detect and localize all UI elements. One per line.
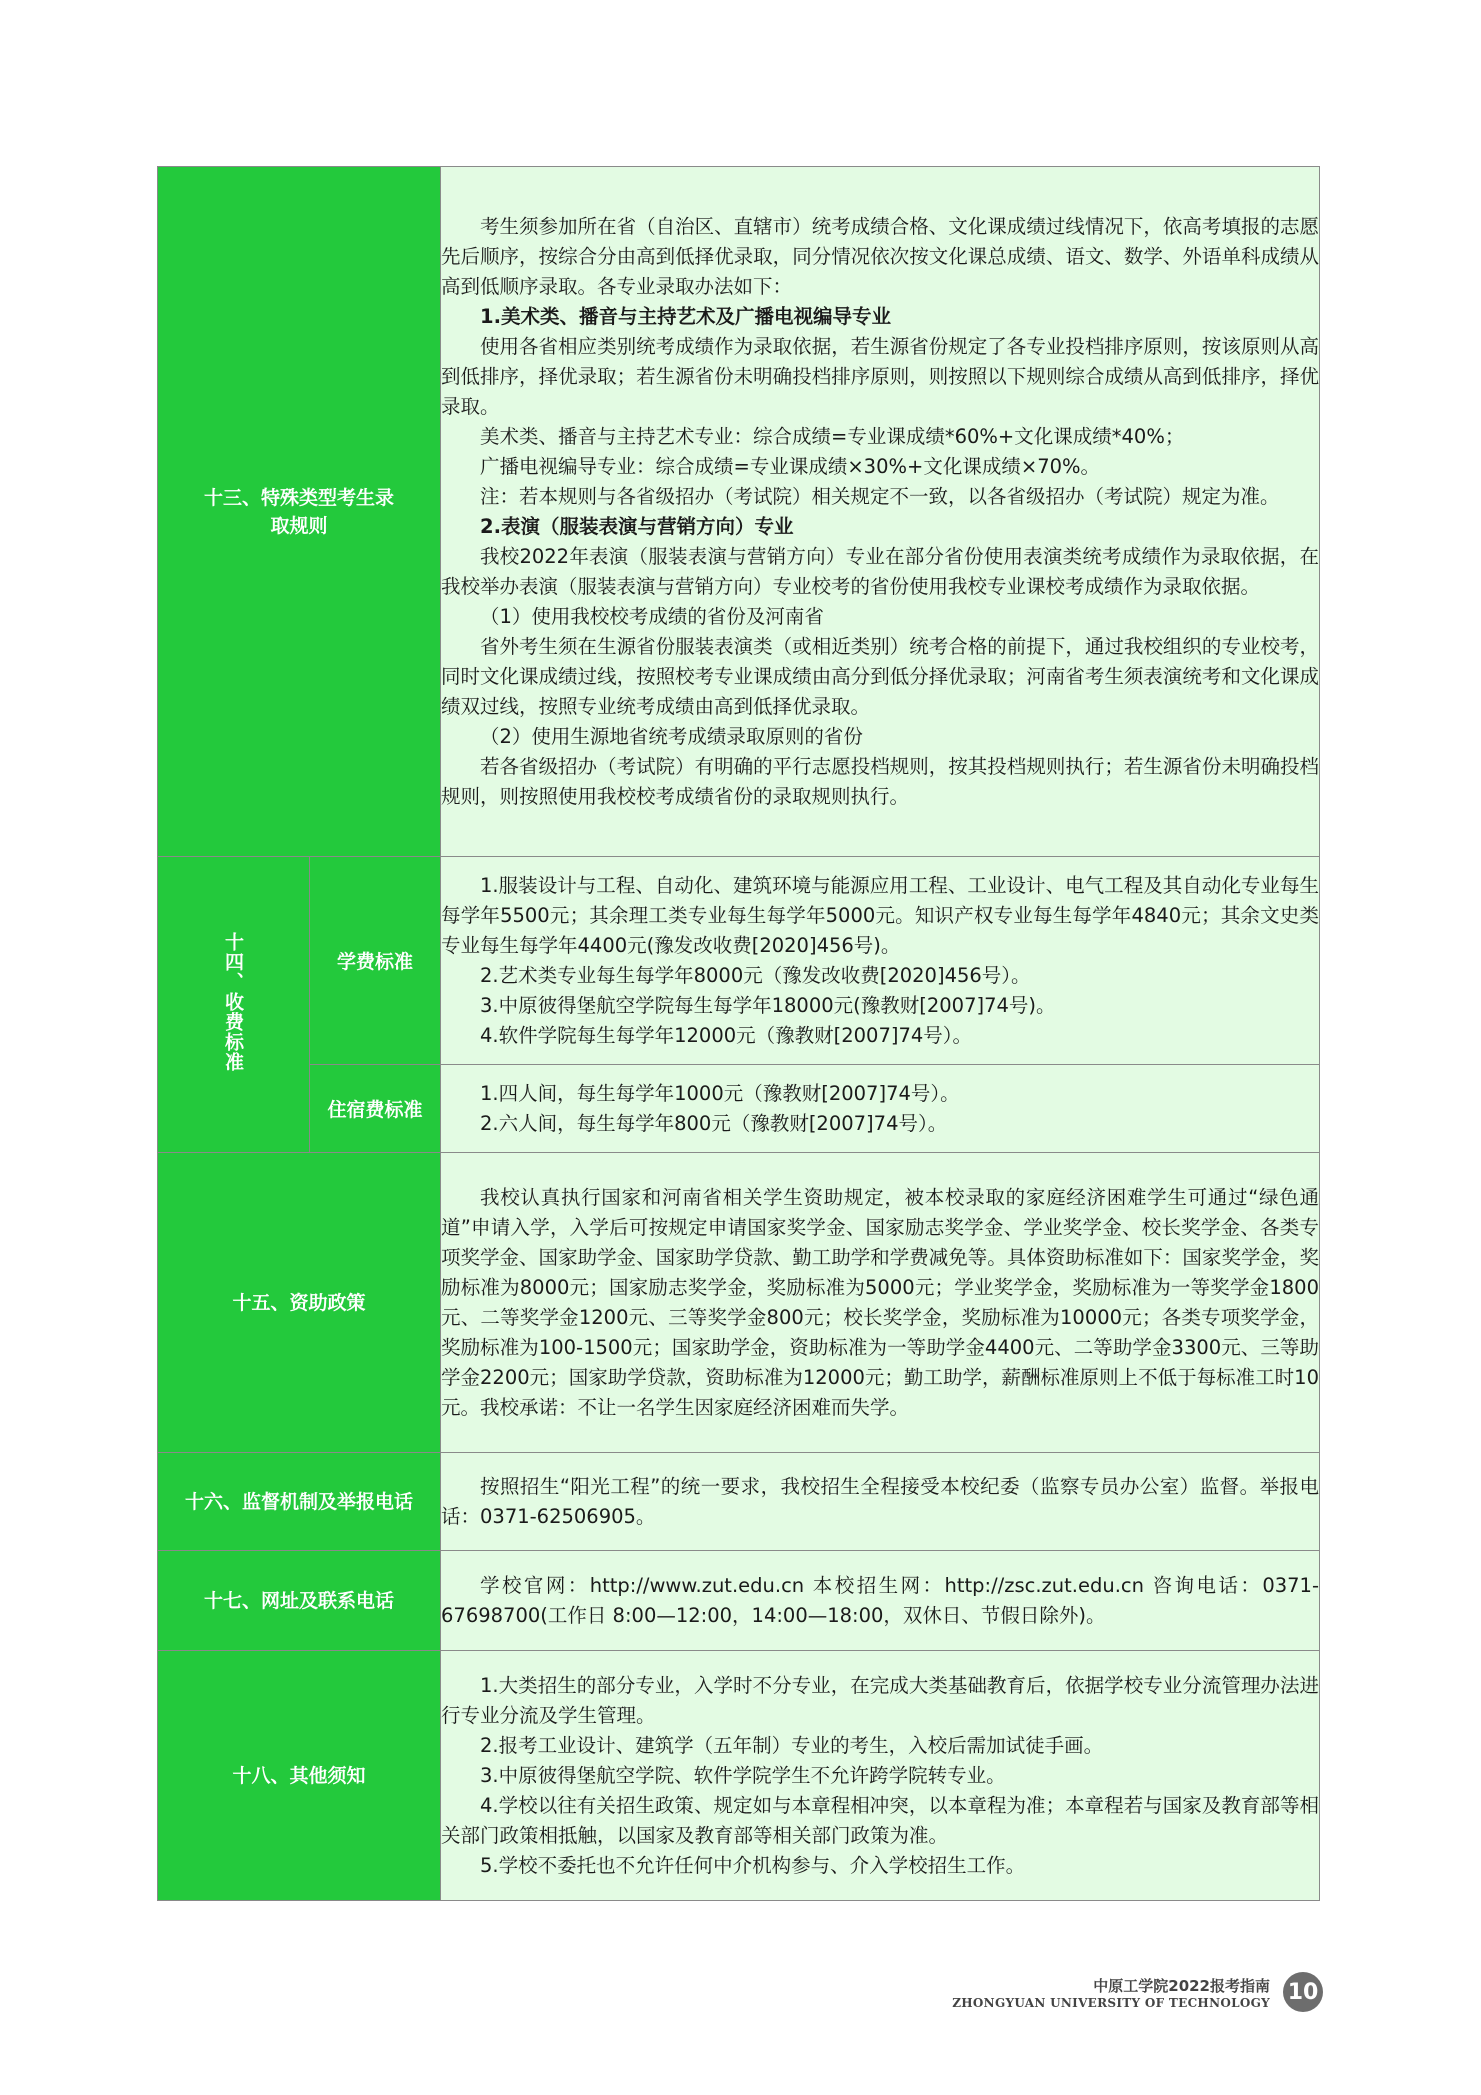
s13-paragraph: 广播电视编导专业：综合成绩=专业课成绩×30%+文化课成绩×70%。 [480, 454, 1101, 478]
section-14-tuition-row [158, 857, 1320, 1065]
section-18-row [158, 1651, 1320, 1901]
section-17-label [158, 1551, 441, 1651]
page-number-badge [1283, 1972, 1323, 2012]
section-18-label [158, 1651, 441, 1901]
s13-paragraph: 美术类、播音与主持艺术专业：综合成绩=专业课成绩*60%+文化课成绩*40%； [480, 424, 1185, 448]
tuition-content [441, 857, 1320, 1065]
s13-paragraph: 省外考生须在生源省份服装表演类（或相近类别）统考合格的前提下，通过我校组织的专业校考，同时文化课成绩过线，按照校考专业课成绩由高分到低分择优录取；河南省考生须表演统考和文化课成绩双过线，按照专业统考成绩由高到低择优录取。 [441, 634, 1319, 718]
s13-subheading: 2.表演（服装表演与营销方向）专业 [480, 514, 794, 538]
tuition-label-text: 学费标准 [336, 951, 413, 973]
s18-paragraph: 3.中原彼得堡航空学院、软件学院学生不允许跨学院转专业。 [480, 1763, 1006, 1787]
section-14-label-text: 十四、收费标准 [222, 932, 244, 1072]
tuition-paragraph: 2.艺术类专业每生每学年8000元（豫发改收费[2020]456号）。 [480, 963, 1031, 987]
section-16-label [158, 1453, 441, 1551]
s18-paragraph: 1.大类招生的部分专业，入学时不分专业，在完成大类基础教育后，依据学校专业分流管理办法进行专业分流及学生管理。 [441, 1673, 1319, 1727]
section-17-content [441, 1551, 1320, 1651]
footer-title-en: ZHONGYUAN UNIVERSITY OF TECHNOLOGY [952, 1996, 1270, 2010]
s18-paragraph: 4.学校以往有关招生政策、规定如与本章程相冲突，以本章程为准；本章程若与国家及教育部等相关部门政策相抵触，以国家及教育部等相关部门政策为准。 [441, 1793, 1319, 1847]
section-13-content [441, 167, 1320, 857]
section-16-row [158, 1453, 1320, 1551]
s18-paragraph: 5.学校不委托也不允许任何中介机构参与、介入学校招生工作。 [480, 1853, 1026, 1877]
s13-paragraph: （2）使用生源地省统考成绩录取原则的省份 [480, 724, 863, 748]
s13-paragraph: 我校2022年表演（服装表演与营销方向）专业在部分省份使用表演类统考成绩作为录取依据，在我校举办表演（服装表演与营销方向）专业校考的省份使用我校专业课校考成绩作为录取依据。 [441, 544, 1319, 598]
s17-paragraph: 学校官网：http://www.zut.edu.cn 本校招生网：http://zsc.zut.edu.cn 咨询电话：0371-67698700(工作日 8:00—12:00，14:00—18:00，双休日、节假日除外)。 [441, 1573, 1319, 1627]
section-16-content [441, 1453, 1320, 1551]
section-18-content [441, 1651, 1320, 1901]
s18-paragraph: 2.报考工业设计、建筑学（五年制）专业的考生，入校后需加试徒手画。 [480, 1733, 1104, 1757]
s16-paragraph: 按照招生“阳光工程”的统一要求，我校招生全程接受本校纪委（监察专员办公室）监督。举报电话：0371-62506905。 [441, 1474, 1319, 1528]
s13-paragraph: 使用各省相应类别统考成绩作为录取依据，若生源省份规定了各专业投档排序原则，按该原则从高到低排序，择优录取；若生源省份未明确投档排序原则，则按照以下规则综合成绩从高到低排序，择优录取。 [441, 334, 1319, 418]
section-13-row [158, 167, 1320, 857]
s13-paragraph: （1）使用我校校考成绩的省份及河南省 [480, 604, 824, 628]
section-17-row [158, 1551, 1320, 1651]
s13-paragraph: 注：若本规则与各省级招办（考试院）相关规定不一致，以各省级招办（考试院）规定为准。 [480, 484, 1280, 508]
section-17-label-text: 十七、网址及联系电话 [203, 1589, 394, 1612]
tuition-paragraph: 4.软件学院每生每学年12000元（豫教财[2007]74号）。 [480, 1023, 973, 1047]
section-16-label-text: 十六、监督机制及举报电话 [184, 1490, 413, 1513]
page-number: 10 [1287, 1979, 1319, 2005]
section-13-label-text: 十三、特殊类型考生录取规则 [203, 486, 394, 537]
housing-label [310, 1065, 441, 1153]
section-15-content [441, 1153, 1320, 1453]
section-15-label [158, 1153, 441, 1453]
s13-paragraph: 考生须参加所在省（自治区、直辖市）统考成绩合格、文化课成绩过线情况下，依高考填报的志愿先后顺序，按综合分由高到低择优录取，同分情况依次按文化课总成绩、语文、数学、外语单科成绩从高到低顺序录取。各专业录取办法如下： [441, 214, 1319, 298]
housing-content [441, 1065, 1320, 1153]
footer-title-cn: 中原工学院2022报考指南 [1093, 1977, 1270, 1995]
section-18-label-text: 十八、其他须知 [232, 1764, 366, 1787]
section-15-label-text: 十五、资助政策 [232, 1291, 366, 1314]
housing-paragraph: 1.四人间，每生每学年1000元（豫教财[2007]74号）。 [480, 1081, 960, 1105]
s13-subheading: 1.美术类、播音与主持艺术及广播电视编导专业 [480, 304, 891, 328]
tuition-paragraph: 3.中原彼得堡航空学院每生每学年18000元(豫教财[2007]74号)。 [480, 993, 1056, 1017]
section-14-housing-row [158, 1065, 1320, 1153]
housing-paragraph: 2.六人间，每生每学年800元（豫教财[2007]74号）。 [480, 1111, 948, 1135]
housing-label-text: 住宿费标准 [327, 1099, 423, 1121]
tuition-label [310, 857, 441, 1065]
section-14-label [158, 857, 310, 1153]
tuition-paragraph: 1.服装设计与工程、自动化、建筑环境与能源应用工程、工业设计、电气工程及其自动化专业每生每学年5500元；其余理工类专业每生每学年5000元。知识产权专业每生每学年4840元；其余文史类专业每生每学年4400元(豫发改收费[2020]456号)。 [441, 873, 1319, 957]
s15-paragraph: 我校认真执行国家和河南省相关学生资助规定，被本校录取的家庭经济困难学生可通过“绿色通道”申请入学，入学后可按规定申请国家奖学金、国家励志奖学金、学业奖学金、校长奖学金、各类专项奖学金、国家助学金、国家助学贷款、勤工助学和学费减免等。具体资助标准如下：国家奖学金，奖励标准为8000元；国家励志奖学金，奖励标准为5000元；学业奖学金，奖励标准为一等奖学金1800元、二等奖学金1200元、三等奖学金800元；校长奖学金，奖励标准为10000元；各类专项奖学金，奖励标准为100-1500元；国家助学金，资助标准为一等助学金4400元、二等助学金3300元、三等助学金2200元；国家助学贷款，资助标准为12000元；勤工助学，薪酬标准原则上不低于每标准工时10元。我校承诺：不让一名学生因家庭经济困难而失学。 [441, 1185, 1319, 1419]
section-15-row [158, 1153, 1320, 1453]
s13-paragraph: 若各省级招办（考试院）有明确的平行志愿投档规则，按其投档规则执行；若生源省份未明确投档规则，则按照使用我校校考成绩省份的录取规则执行。 [441, 754, 1319, 808]
admissions-table [157, 166, 1320, 1901]
section-13-label [158, 167, 441, 857]
